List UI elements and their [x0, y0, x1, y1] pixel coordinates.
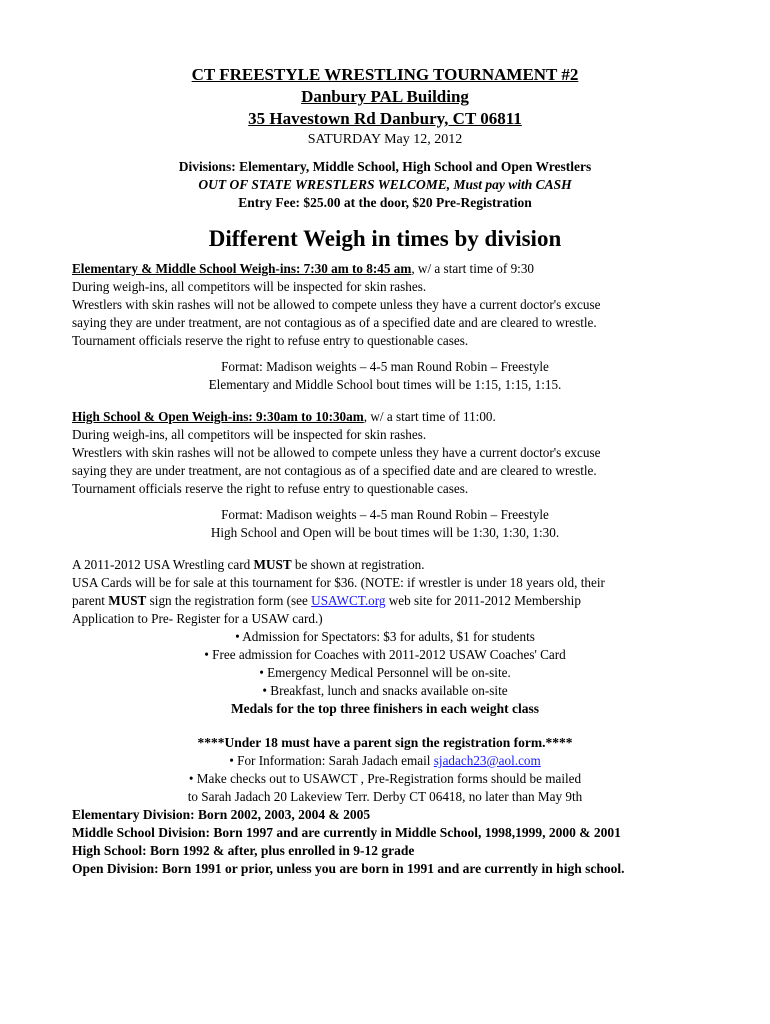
- must-emphasis: MUST: [253, 557, 292, 572]
- high-school-rule-line: Wrestlers with skin rashes will not be allowed to compete unless they have a current doctor's excuse: [72, 445, 601, 460]
- elementary-format: Format: Madison weights – 4-5 man Round Robin – Freestyle: [221, 359, 549, 374]
- elementary-start-time: , w/ a start time of 9:30: [411, 261, 535, 276]
- high-school-section: [72, 408, 698, 542]
- card-application-note: Application to Pre- Register for a USAW card.): [72, 611, 323, 626]
- card-sale-note: USA Cards will be for sale at this tournament for $36. (NOTE: if wrestler is under 18 years old, their: [72, 575, 605, 590]
- bullet-item: • Breakfast, lunch and snacks available on-site: [262, 683, 508, 698]
- division-rule: Open Division: Born 1991 or prior, unless you are born in 1991 and are currently in high school.: [72, 861, 625, 876]
- flyer-header: [72, 64, 698, 130]
- medals-note: Medals for the top three finishers in each weight class: [230, 701, 540, 716]
- high-school-format: Format: Madison weights – 4-5 man Round Robin – Freestyle: [221, 507, 549, 522]
- division-rules: [72, 806, 698, 878]
- elementary-bout-times: Elementary and Middle School bout times will be 1:15, 1:15, 1:15.: [208, 377, 562, 392]
- high-school-rule-line: Tournament officials reserve the right to refuse entry to questionable cases.: [72, 481, 469, 496]
- bullet-item: • Admission for Spectators: $3 for adults, $1 for students: [235, 629, 535, 644]
- tournament-title: CT FREESTYLE WRESTLING TOURNAMENT #2: [191, 65, 579, 84]
- entry-fee: Entry Fee: $25.00 at the door, $20 Pre-Registration: [238, 195, 532, 210]
- division-rule: Middle School Division: Born 1997 and are currently in Middle School, 1998,1999, 2000 & 2001: [72, 825, 621, 840]
- high-school-weigh-in-heading: High School & Open Weigh-ins: 9:30am to 10:30am: [72, 409, 364, 424]
- division-rule: Elementary Division: Born 2002, 2003, 2004 & 2005: [72, 807, 371, 822]
- divisions-line: Divisions: Elementary, Middle School, High School and Open Wrestlers: [178, 159, 592, 174]
- bullet-item: • Free admission for Coaches with 2011-2012 USAW Coaches' Card: [204, 647, 566, 662]
- info-bullets: [72, 628, 698, 700]
- high-school-rule-line: During weigh-ins, all competitors will be inspected for skin rashes.: [72, 427, 427, 442]
- event-date: SATURDAY May 12, 2012: [307, 132, 463, 147]
- elementary-weigh-in-heading: Elementary & Middle School Weigh-ins: 7:30 am to 8:45 am: [72, 261, 412, 276]
- elementary-rule-line: saying they are under treatment, are not contagious as of a specified date and are cleared to wrestle.: [72, 315, 597, 330]
- usa-card-section: [72, 556, 698, 628]
- mailing-address: to Sarah Jadach 20 Lakeview Terr. Derby CT 06418, no later than May 9th: [187, 789, 583, 804]
- card-text: be shown at registration.: [291, 557, 425, 572]
- must-emphasis: MUST: [108, 593, 147, 608]
- elementary-rule-line: Wrestlers with skin rashes will not be allowed to compete unless they have a current doctor's excuse: [72, 297, 601, 312]
- card-text: parent: [72, 593, 109, 608]
- high-school-start-time: , w/ a start time of 11:00.: [363, 409, 496, 424]
- venue-name: Danbury PAL Building: [301, 87, 469, 106]
- out-of-state-note: OUT OF STATE WRESTLERS WELCOME, Must pay with CASH: [198, 177, 572, 192]
- high-school-rule-line: saying they are under treatment, are not contagious as of a specified date and are cleared to wrestle.: [72, 463, 597, 478]
- card-text: sign the registration form (see: [146, 593, 312, 608]
- usawct-link[interactable]: USAWCT.org: [311, 593, 386, 608]
- elementary-rule-line: During weigh-ins, all competitors will be inspected for skin rashes.: [72, 279, 427, 294]
- elementary-section: [72, 260, 698, 394]
- elementary-rule-line: Tournament officials reserve the right to refuse entry to questionable cases.: [72, 333, 469, 348]
- weigh-in-heading: Different Weigh in times by division: [208, 226, 562, 251]
- division-rule: High School: Born 1992 & after, plus enrolled in 9-12 grade: [72, 843, 415, 858]
- contact-email-link[interactable]: sjadach23@aol.com: [433, 753, 541, 768]
- parent-sign-note: ****Under 18 must have a parent sign the registration form.****: [197, 735, 573, 750]
- bullet-item: • Emergency Medical Personnel will be on-site.: [259, 665, 511, 680]
- contact-label: • For Information: Sarah Jadach email: [229, 753, 434, 768]
- card-text: web site for 2011-2012 Membership: [385, 593, 581, 608]
- card-text: A 2011-2012 USA Wrestling card: [72, 557, 254, 572]
- contact-info: [72, 752, 698, 770]
- flyer-page: [72, 64, 698, 878]
- venue-address: 35 Havestown Rd Danbury, CT 06811: [248, 109, 522, 128]
- checks-note: • Make checks out to USAWCT , Pre-Registration forms should be mailed: [188, 771, 582, 786]
- high-school-bout-times: High School and Open will be bout times will be 1:30, 1:30, 1:30.: [210, 525, 560, 540]
